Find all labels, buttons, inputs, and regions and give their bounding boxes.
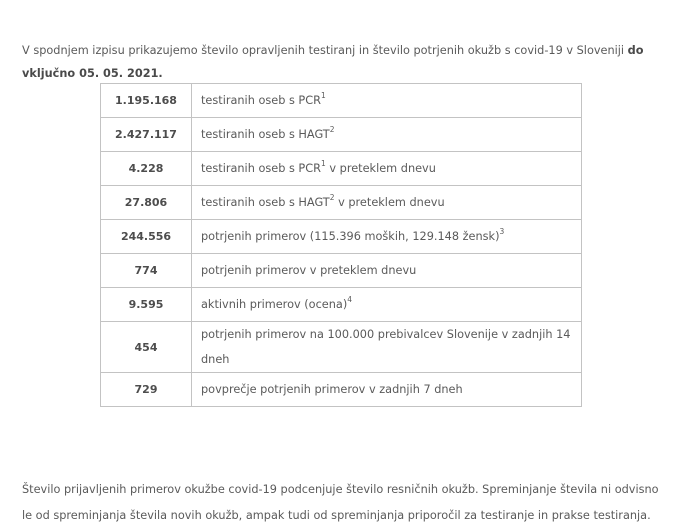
table-row bbox=[101, 288, 582, 322]
row-value: 4.228 bbox=[101, 152, 192, 186]
table-row bbox=[101, 186, 582, 220]
row-value: 2.427.117 bbox=[101, 118, 192, 152]
row-description: potrjenih primerov na 100.000 prebivalcev Slovenije v zadnjih 14 dneh bbox=[192, 322, 582, 373]
footnote-ref: 3 bbox=[499, 227, 505, 237]
row-value: 1.195.168 bbox=[101, 84, 192, 118]
statistics-table bbox=[100, 83, 582, 407]
row-description: potrjenih primerov (115.396 moških, 129.148 žensk)$^3$ bbox=[192, 220, 582, 254]
footnote-ref: 4 bbox=[347, 295, 353, 305]
table-row bbox=[101, 118, 582, 152]
row-description: testiranih oseb s HAGT$^2$ bbox=[192, 118, 582, 152]
row-description: potrjenih primerov v preteklem dnevu bbox=[192, 254, 582, 288]
intro-date: do vključno 05. 05. 2021. bbox=[22, 44, 644, 81]
row-value: 27.806 bbox=[101, 186, 192, 220]
intro-paragraph bbox=[22, 39, 672, 85]
row-value: 729 bbox=[101, 373, 192, 407]
table-row bbox=[101, 254, 582, 288]
row-value: 774 bbox=[101, 254, 192, 288]
row-description: testiranih oseb s PCR$^1$ bbox=[192, 84, 582, 118]
row-description: testiranih oseb s PCR$^1$ v preteklem dnevu bbox=[192, 152, 582, 186]
footnote-ref: 1 bbox=[321, 159, 326, 169]
row-value: 244.556 bbox=[101, 220, 192, 254]
footnote-ref: 2 bbox=[329, 193, 335, 203]
row-value: 9.595 bbox=[101, 288, 192, 322]
row-value: 454 bbox=[101, 322, 192, 373]
row-description: testiranih oseb s HAGT$^2$ v preteklem dnevu bbox=[192, 186, 582, 220]
table-row bbox=[101, 322, 582, 373]
footnote-ref: 2 bbox=[329, 125, 335, 135]
row-description: aktivnih primerov (ocena)$^4$ bbox=[192, 288, 582, 322]
intro-text: V spodnjem izpisu prikazujemo število opravljenih testiranj in število potrjenih okužb s covid-19 v Sloveniji bbox=[22, 44, 628, 58]
table-row bbox=[101, 84, 582, 118]
row-description: povprečje potrjenih primerov v zadnjih 7 dneh bbox=[192, 373, 582, 407]
table-row bbox=[101, 220, 582, 254]
disclaimer-paragraph: Število prijavljenih primerov okužbe covid-19 podcenjuje število resničnih okužb. Spreminjanje števila ni odvisno le od spreminjanja števila novih okužb, ampak tudi od spreminjanja priporočil za testiranje in prakse testiranja. bbox=[22, 483, 659, 523]
table-row bbox=[101, 152, 582, 186]
table-row bbox=[101, 373, 582, 407]
footnote-ref: 1 bbox=[321, 91, 326, 101]
